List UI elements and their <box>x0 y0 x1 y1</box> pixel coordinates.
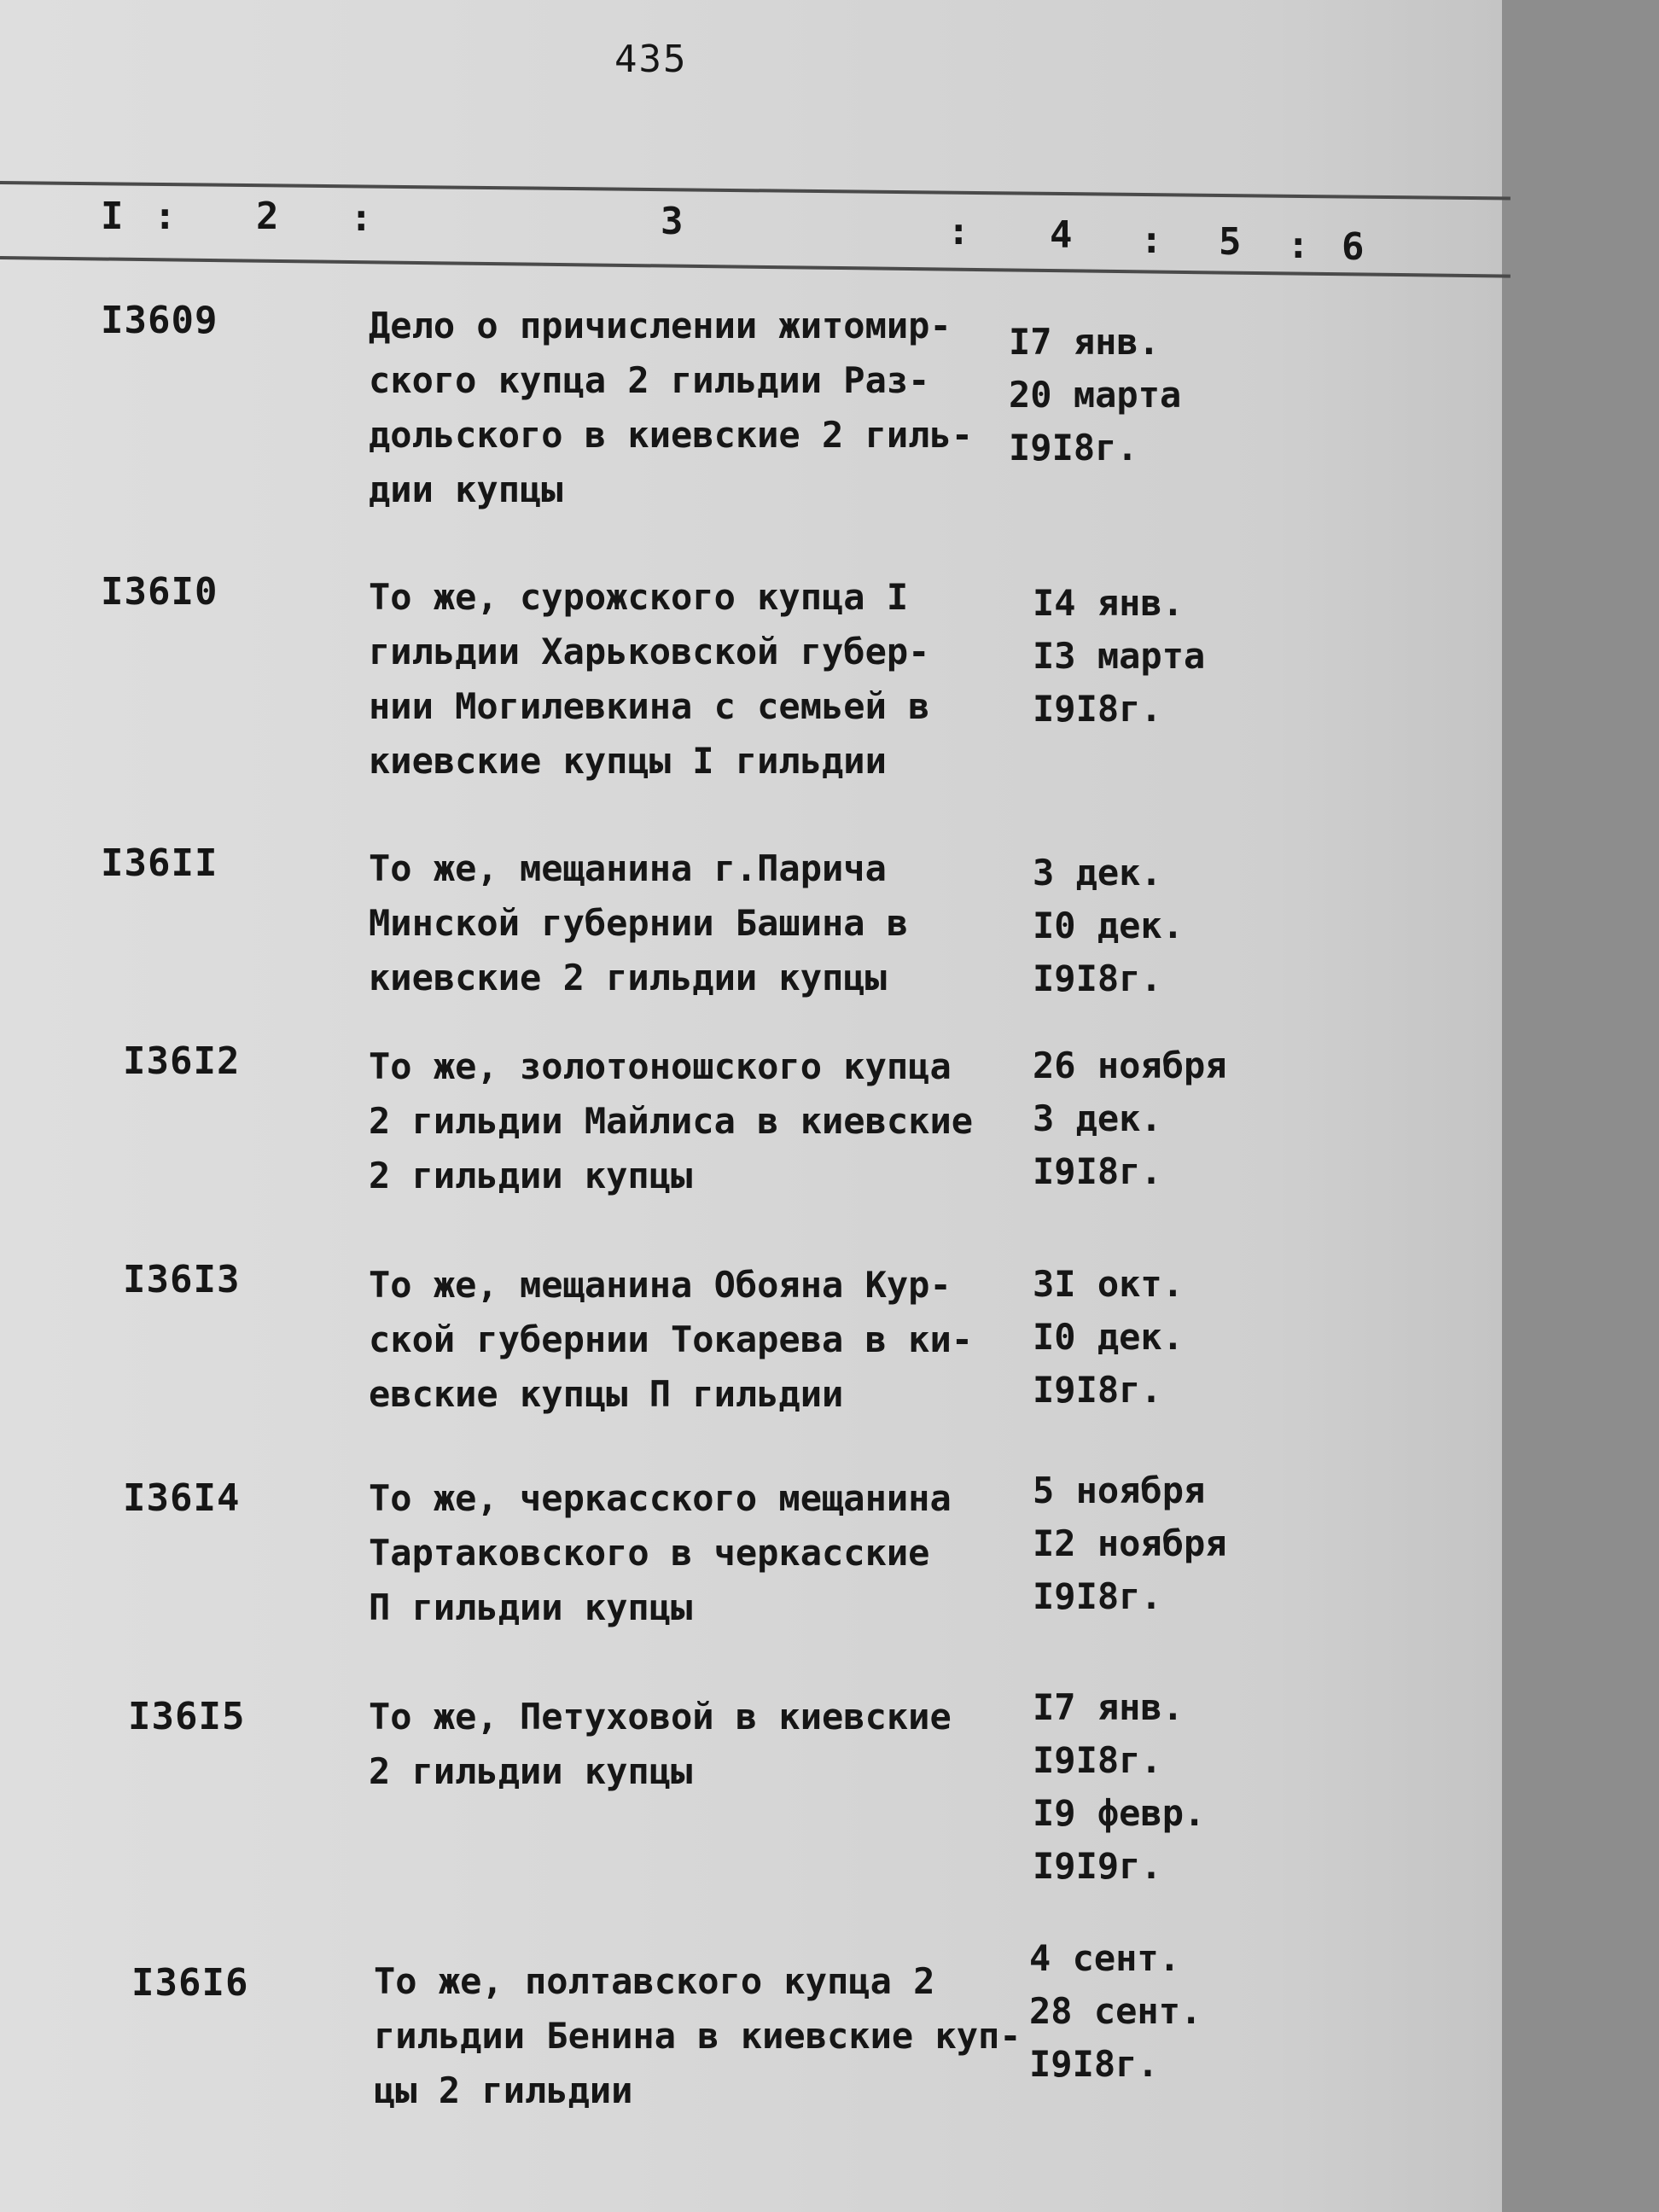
description-line: дии купцы <box>369 469 563 510</box>
description-line: То же, черкасского мещанина <box>369 1477 952 1519</box>
description-line: цы 2 гильдии <box>374 2069 633 2111</box>
column-separator: : <box>350 196 373 240</box>
date-line: 28 сент. <box>1029 1990 1202 2032</box>
date-line: I9I8г. <box>1033 1575 1162 1617</box>
column-header-4: 4 <box>1050 213 1073 257</box>
entry-dates <box>1033 1039 1289 1198</box>
entry-description <box>374 1954 1022 2118</box>
date-line: I9I8г. <box>1033 1369 1162 1411</box>
column-separator: : <box>1140 218 1163 262</box>
column-separator: : <box>154 195 177 238</box>
description-line: киевские купцы I гильдии <box>369 740 887 782</box>
description-line: ского купца 2 гильдии Раз- <box>369 359 930 401</box>
description-line: П гильдии купцы <box>369 1586 693 1628</box>
date-line: I9I8г. <box>1033 1150 1162 1192</box>
description-line: ской губернии Токарева в ки- <box>369 1318 974 1360</box>
date-line: I2 ноября <box>1033 1522 1227 1564</box>
description-line: То же, полтавского купца 2 <box>374 1960 935 2002</box>
date-line: I9I8г. <box>1029 2043 1159 2085</box>
entry-description <box>369 570 1017 789</box>
entry-number: I36I6 <box>131 1961 249 2005</box>
date-line: 26 ноября <box>1033 1045 1227 1086</box>
date-line: I7 янв. <box>1009 321 1161 363</box>
date-line: I3 марта <box>1033 635 1206 677</box>
page-number: 435 <box>614 38 688 81</box>
description-line: 2 гильдии Майлиса в киевские <box>369 1100 974 1142</box>
date-line: I0 дек. <box>1033 905 1185 946</box>
description-line: киевские 2 гильдии купцы <box>369 957 887 998</box>
entry-dates <box>1009 316 1265 474</box>
date-line: 20 марта <box>1009 374 1182 416</box>
description-line: Минской губернии Башина в <box>369 902 909 944</box>
date-line: I9I9г. <box>1033 1845 1162 1887</box>
entry-description <box>369 299 1017 517</box>
description-line: евские купцы П гильдии <box>369 1373 844 1415</box>
column-header-5: 5 <box>1219 220 1242 264</box>
column-header-1: I <box>101 195 124 238</box>
entry-dates <box>1033 577 1289 736</box>
description-line: То же, сурожского купца I <box>369 576 909 618</box>
column-header-3: 3 <box>661 200 684 243</box>
entry-dates <box>1033 847 1289 1005</box>
description-line: То же, Петуховой в киевские <box>369 1696 952 1738</box>
description-line: Тартаковского в черкасские <box>369 1532 930 1574</box>
date-line: 3 дек. <box>1033 1097 1162 1139</box>
entry-number: I36I4 <box>123 1476 241 1520</box>
date-line: I9I8г. <box>1033 958 1162 999</box>
date-line: I7 янв. <box>1033 1686 1185 1728</box>
date-line: I9I8г. <box>1033 1739 1162 1781</box>
column-separator: : <box>1287 224 1310 267</box>
entry-number: I36I3 <box>123 1258 241 1301</box>
entry-dates <box>1033 1258 1289 1417</box>
column-header-2: 2 <box>256 195 279 238</box>
entry-description <box>369 841 1017 1005</box>
description-line: гильдии Харьковской губер- <box>369 631 930 672</box>
date-line: I9I8г. <box>1033 688 1162 730</box>
description-line: То же, мещанина Обояна Кур- <box>369 1264 952 1306</box>
entry-dates <box>1033 1464 1289 1623</box>
description-line: То же, мещанина г.Парича <box>369 847 887 889</box>
description-line: Дело о причислении житомир- <box>369 305 952 346</box>
column-header-6: 6 <box>1342 225 1365 269</box>
date-line: 3 дек. <box>1033 852 1162 894</box>
entry-number: I36II <box>101 841 218 885</box>
description-line: нии Могилевкина с семьей в <box>369 685 930 727</box>
description-line: 2 гильдии купцы <box>369 1750 693 1792</box>
entry-description <box>369 1258 1017 1422</box>
description-line: дольского в киевские 2 гиль- <box>369 414 974 456</box>
description-line: 2 гильдии купцы <box>369 1155 693 1196</box>
date-line: 3I окт. <box>1033 1263 1185 1305</box>
entry-description <box>369 1039 1017 1203</box>
date-line: I9 февр. <box>1033 1792 1206 1834</box>
date-line: I0 дек. <box>1033 1316 1185 1358</box>
date-line: I4 янв. <box>1033 582 1185 624</box>
entry-number: I36I2 <box>123 1039 241 1083</box>
entry-description <box>369 1690 1017 1799</box>
description-line: То же, золотоношского купца <box>369 1045 952 1087</box>
description-line: гильдии Бенина в киевские куп- <box>374 2015 1022 2057</box>
entry-dates <box>1029 1932 1285 2091</box>
date-line: I9I8г. <box>1009 427 1138 469</box>
date-line: 5 ноября <box>1033 1470 1206 1511</box>
entry-number: I36I0 <box>101 570 218 614</box>
entry-number: I36I5 <box>128 1695 246 1738</box>
entry-description <box>369 1471 1017 1635</box>
date-line: 4 сент. <box>1029 1937 1181 1979</box>
entry-number: I3609 <box>101 299 218 342</box>
column-separator: : <box>947 210 970 253</box>
entry-dates <box>1033 1681 1289 1893</box>
